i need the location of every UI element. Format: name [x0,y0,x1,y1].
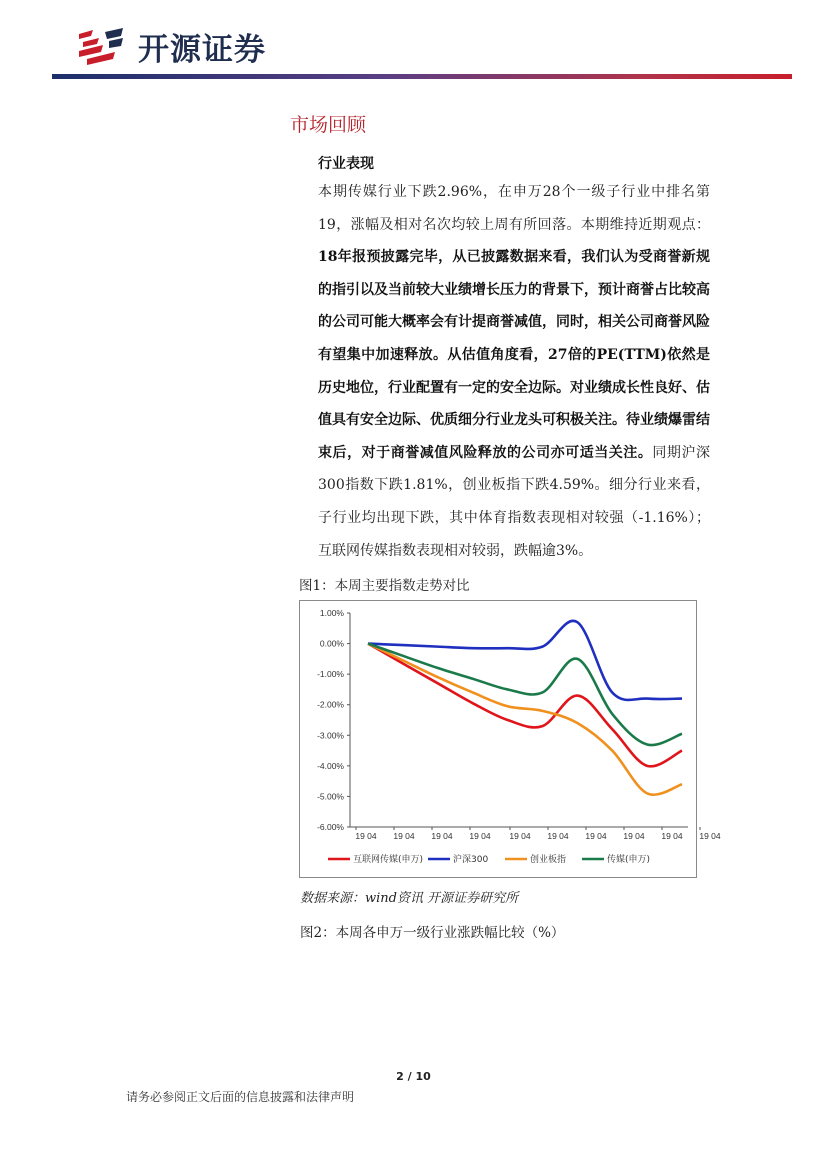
x-tick-label: 19 04 [699,831,721,841]
y-tick-label: 1.00% [319,608,344,618]
x-tick-label: 19 04 [431,831,453,841]
figure2-caption: 图2：本周各申万一级行业涨跌幅比较（%） [300,925,565,941]
page-number: 2 / 10 [396,1070,431,1083]
y-tick-label: -1.00% [317,669,344,680]
series-line-2 [368,644,682,795]
company-name: 开源证券 [138,32,266,68]
legend-label: 互联网传媒(申万) [353,855,424,865]
y-tick-label: 0.00% [319,638,344,649]
x-tick-label: 19 04 [585,831,607,841]
chart-svg [300,601,721,877]
x-tick-label: 19 04 [509,831,531,841]
figure1-caption: 图1：本周主要指数走势对比 [299,578,470,594]
subheading: 行业表现 [318,156,374,172]
x-tick-label: 19 04 [547,831,569,841]
x-tick-label: 19 04 [469,831,491,841]
x-tick-label: 19 04 [661,831,683,841]
section-title: 市场回顾 [290,114,367,136]
header-divider [52,74,792,79]
legend-label: 传媒(申万) [607,855,651,865]
paragraph-bold-text: 18年报预披露完毕，从已披露数据来看，我们认为受商誉新规的指引以及当前较大业绩增长压力的背景下，预计商誉占比较高的公司可能大概率会有计提商誉减值，同时，相关公司商誉风险有望集中加速释放。从估值角度看，27倍的PE(TTM)依然是历史地位，行业配置有一定的安全边际。对业绩成长性良好、估值具有安全边际、优质细分行业龙头可积极关注。待业绩爆雷结束后，对于商誉减值风险释放的公司亦可适当关注。 [318,249,710,461]
x-tick-label: 19 04 [623,831,645,841]
paragraph-text-2: 同期沪深300指数下跌1.81%，创业板指下跌4.59%。细分行业来看，子行业均出现下跌，其中体育指数表现相对较强（-1.16%）；互联网传媒指数表现相对较弱，跌幅逾3%。 [318,444,711,559]
x-tick-label: 19 04 [393,831,415,841]
data-source: 数据来源：wind资讯 开源证券研究所 [300,891,519,906]
series-line-3 [368,644,682,745]
y-tick-label: -2.00% [317,699,344,710]
x-tick-label: 19 04 [355,831,377,841]
y-tick-label: -6.00% [317,822,344,832]
series-line-0 [368,644,682,767]
y-tick-label: -5.00% [317,791,344,802]
paragraph-text: 本期传媒行业下跌2.96%，在申万28个一级子行业中排名第19，涨幅及相对名次均较上周有所回落。本期维持近期观点： [318,184,710,233]
legend-label: 创业板指 [530,855,567,865]
y-tick-label: -3.00% [317,730,344,741]
line-chart [299,600,721,878]
y-tick-label: -4.00% [317,760,344,771]
disclaimer: 请务必参阅正文后面的信息披露和法律声明 [126,1090,355,1104]
company-logo-icon [77,28,125,68]
legend-label: 沪深300 [453,855,489,865]
body-paragraph [318,176,710,567]
